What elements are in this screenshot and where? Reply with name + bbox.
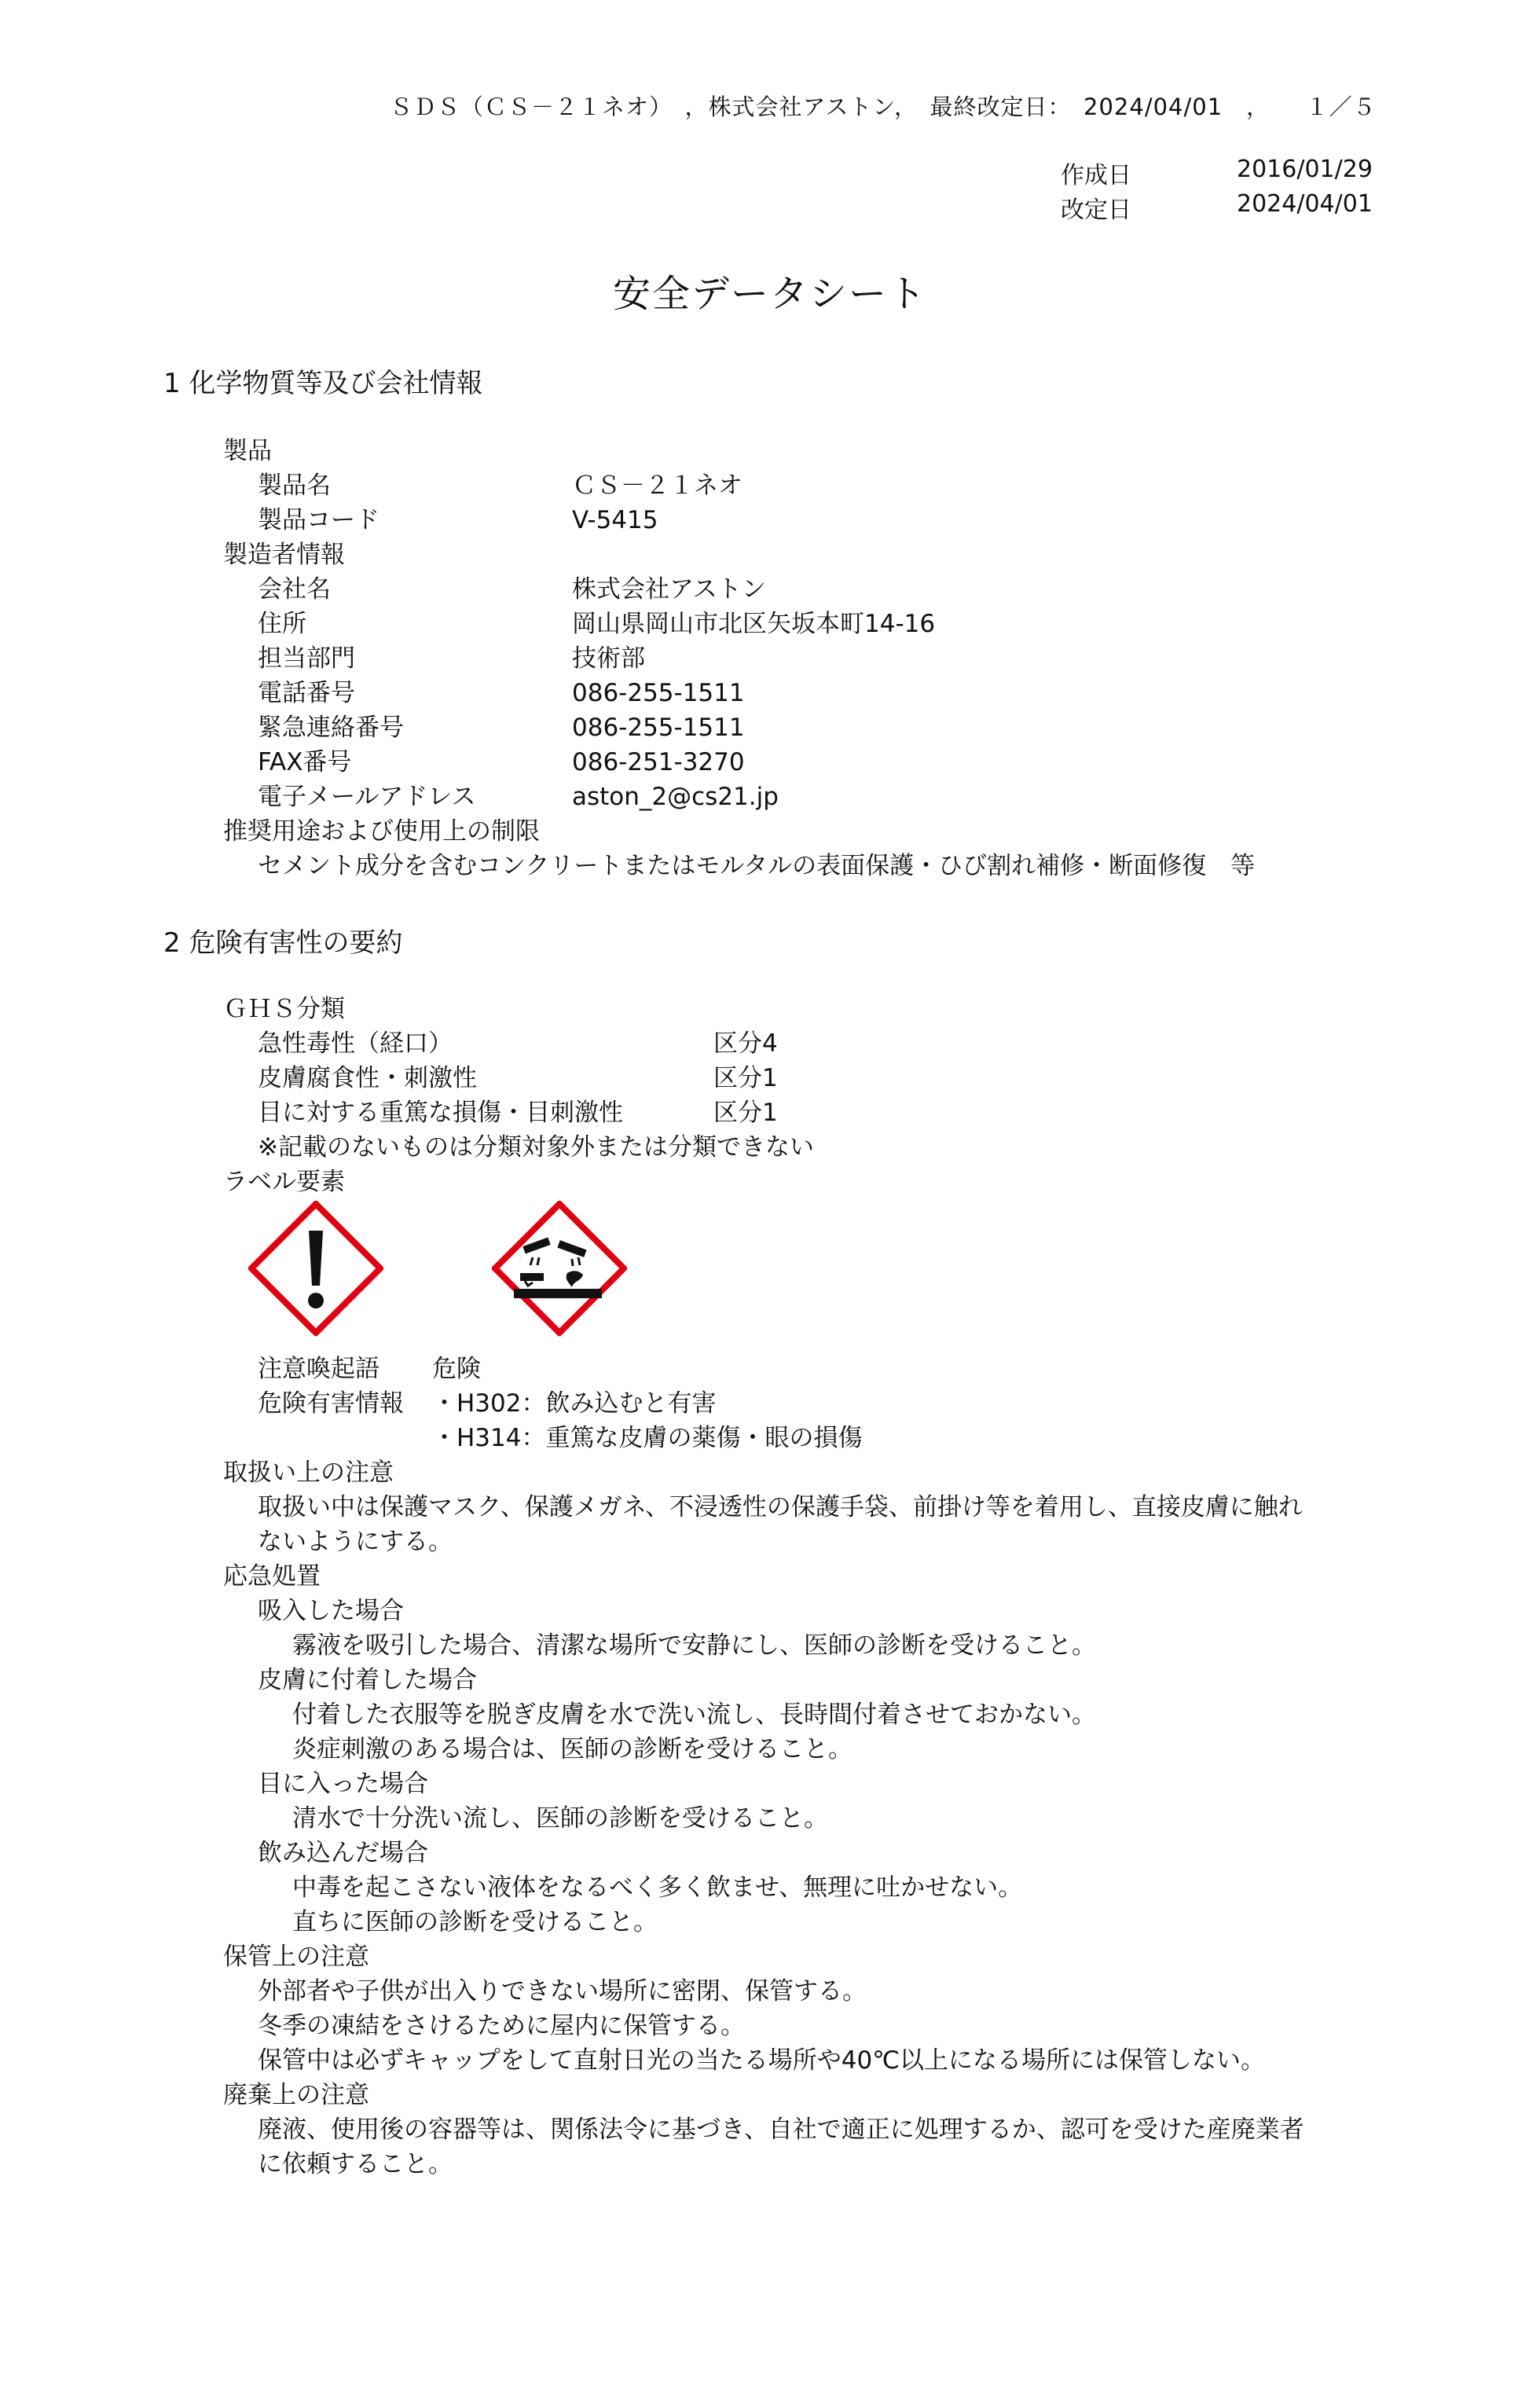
text-line: 霧液を吸引した場合、清潔な場所で安静にし、医師の診断を受けること。 bbox=[292, 1631, 1096, 1660]
storage-label: 保管上の注意 bbox=[223, 1943, 369, 1971]
exclamation-mark-icon bbox=[248, 1201, 383, 1336]
text-line: 取扱い中は保護マスク、保護メガネ、不浸透性の保護手袋、前掛け等を着用し、直接皮膚に触れ bbox=[258, 1493, 1303, 1521]
text-line: 保管中は必ずキャップをして直射日光の当たる場所や40℃以上になる場所には保管しない。 bbox=[258, 2046, 1266, 2075]
eye-label: 目に入った場合 bbox=[258, 1770, 428, 1798]
skin-label: 皮膚に付着した場合 bbox=[258, 1666, 477, 1694]
classification-category: 区分4 bbox=[713, 1029, 778, 1058]
address: 岡山県岡山市北区矢坂本町14-16 bbox=[572, 610, 936, 638]
use-label: 推奨用途および使用上の制限 bbox=[223, 817, 540, 846]
text-line: 付着した衣服等を脱ぎ皮膚を水で洗い流し、長時間付着させておかない。 bbox=[292, 1701, 1096, 1729]
product-name: ＣＳ－２１ネオ bbox=[572, 472, 742, 500]
classification-category: 区分1 bbox=[713, 1064, 778, 1092]
signal-word-label: 注意喚起語 bbox=[258, 1355, 380, 1383]
hazard-statement: ・H302：飲み込むと有害 bbox=[432, 1389, 717, 1418]
classification-hazard: 目に対する重篤な損傷・目刺激性 bbox=[258, 1099, 623, 1127]
page-title: 安全データシート bbox=[612, 272, 927, 316]
revised-date: 2024/04/01 bbox=[1237, 190, 1373, 218]
handling-text bbox=[258, 1490, 1303, 1559]
classification-hazard: 急性毒性（経口） bbox=[258, 1029, 453, 1058]
fax: 086-251-3270 bbox=[572, 748, 745, 776]
text-line: 外部者や子供が出入りできない場所に密閉、保管する。 bbox=[258, 1977, 867, 2006]
eye-text bbox=[292, 1801, 828, 1836]
product-code: V-5415 bbox=[572, 506, 658, 534]
classification-note: ※記載のないものは分類対象外または分類できない bbox=[258, 1133, 814, 1161]
ingestion-text bbox=[292, 1870, 1022, 1939]
text-line: 廃液、使用後の容器等は、関係法令に基づき、自社で適正に処理するか、認可を受けた産廃業者 bbox=[258, 2116, 1304, 2144]
classification-hazard: 皮膚腐食性・刺激性 bbox=[258, 1064, 477, 1092]
text-line: に依頼すること。 bbox=[258, 2150, 453, 2178]
email: aston_2@cs21.jp bbox=[572, 783, 779, 811]
department: 技術部 bbox=[572, 644, 645, 673]
phone-label: 電話番号 bbox=[258, 679, 355, 707]
text-line: 清水で十分洗い流し、医師の診断を受けること。 bbox=[292, 1804, 828, 1833]
manufacturer-label: 製造者情報 bbox=[223, 541, 345, 569]
disposal-text bbox=[258, 2112, 1304, 2182]
created-date: 2016/01/29 bbox=[1237, 156, 1373, 183]
ingestion-label: 飲み込んだ場合 bbox=[258, 1839, 428, 1867]
ghs-label: ＧＨＳ分類 bbox=[223, 995, 345, 1023]
company-label: 会社名 bbox=[258, 575, 331, 604]
signal-word: 危険 bbox=[432, 1355, 481, 1383]
disposal-label: 廃棄上の注意 bbox=[223, 2081, 369, 2109]
created-label: 作成日 bbox=[1061, 162, 1131, 189]
text-line: 中毒を起こさない液体をなるべく多く飲ませ、無理に吐かせない。 bbox=[292, 1873, 1023, 1902]
product-code-label: 製品コード bbox=[258, 506, 380, 534]
classification-category: 区分1 bbox=[713, 1099, 778, 1127]
text-line: ないようにする。 bbox=[258, 1528, 453, 1556]
inhalation-label: 吸入した場合 bbox=[258, 1597, 404, 1625]
hazard-info-label: 危険有害情報 bbox=[258, 1389, 404, 1418]
hazard-statement: ・H314：重篤な皮膚の薬傷・眼の損傷 bbox=[432, 1424, 863, 1452]
running-header: ＳＤＳ（ＣＳ－２１ネオ） ，株式会社アストン， 最終改定日： 2024/04/01 ， １／５ bbox=[390, 94, 1377, 120]
handling-label: 取扱い上の注意 bbox=[223, 1459, 394, 1487]
email-label: 電子メールアドレス bbox=[258, 783, 476, 811]
product-name-label: 製品名 bbox=[258, 472, 331, 500]
text-line: 炎症刺激のある場合は、医師の診断を受けること。 bbox=[292, 1735, 852, 1763]
text-line: 直ちに医師の診断を受けること。 bbox=[292, 1908, 658, 1936]
recommended-use: セメント成分を含むコンクリートまたはモルタルの表面保護・ひび割れ補修・断面修復 等 bbox=[258, 852, 1256, 880]
label-elements-label: ラベル要素 bbox=[223, 1168, 345, 1196]
skin-text bbox=[292, 1697, 1096, 1767]
corrosion-icon bbox=[492, 1201, 627, 1336]
section2-heading: 2 危険有害性の要約 bbox=[163, 927, 403, 959]
section1-heading: 1 化学物質等及び会社情報 bbox=[163, 368, 483, 399]
fax-label: FAX番号 bbox=[258, 748, 352, 776]
address-label: 住所 bbox=[258, 610, 306, 638]
company: 株式会社アストン bbox=[572, 575, 766, 604]
emergency-phone: 086-255-1511 bbox=[572, 714, 745, 742]
inhalation-text bbox=[292, 1628, 1096, 1663]
emergency-label: 緊急連絡番号 bbox=[258, 714, 404, 742]
text-line: 冬季の凍結をさけるために屋内に保管する。 bbox=[258, 2012, 745, 2040]
first-aid-label: 応急処置 bbox=[223, 1562, 321, 1591]
revised-label: 改定日 bbox=[1061, 196, 1131, 224]
storage-text bbox=[258, 1974, 1265, 2078]
product-label: 製品 bbox=[223, 437, 272, 465]
department-label: 担当部門 bbox=[258, 644, 355, 673]
phone: 086-255-1511 bbox=[572, 679, 745, 707]
